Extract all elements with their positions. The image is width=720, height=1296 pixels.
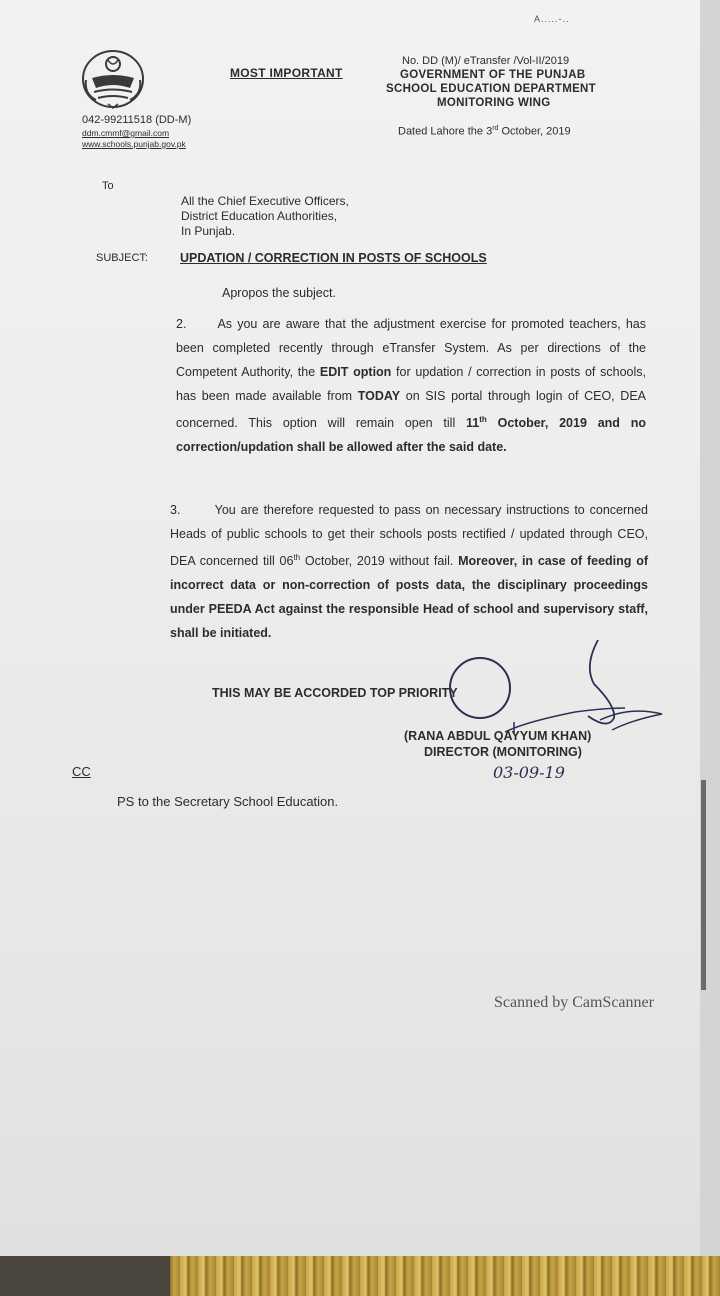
punjab-govt-logo-icon: [78, 46, 148, 112]
paragraph-3: [170, 498, 648, 645]
paragraph-3-sup: th: [293, 553, 301, 562]
wing-name: MONITORING WING: [437, 97, 551, 109]
subject-text: UPDATION / CORRECTION IN POSTS OF SCHOOLS: [180, 251, 487, 265]
phone-number: 042-99211518 (DD-M): [82, 114, 192, 126]
edit-option-text: EDIT option: [319, 365, 392, 379]
most-important-label: MOST IMPORTANT: [230, 66, 343, 80]
signatory-name: (RANA ABDUL QAYYUM KHAN): [404, 729, 592, 743]
government-name: GOVERNMENT OF THE PUNJAB: [400, 69, 586, 81]
top-mark: A.....-..: [534, 14, 570, 24]
priority-line: THIS MAY BE ACCORDED TOP PRIORITY: [212, 686, 458, 700]
camscanner-watermark: Scanned by CamScanner: [494, 994, 654, 1011]
addressee-line-2: District Education Authorities,: [181, 209, 338, 223]
letter-number: No. DD (M)/ eTransfer /Vol-II/2019: [402, 55, 570, 67]
paragraph-3-number: 3.: [170, 503, 181, 517]
cc-recipient: PS to the Secretary School Education.: [117, 794, 339, 809]
email-link[interactable]: ddm.cmmf@gmail.com: [82, 128, 170, 138]
date-rest: October, 2019: [498, 125, 571, 138]
handwritten-date: 03-09-19: [493, 763, 565, 782]
to-label: To: [102, 180, 114, 192]
deadline-sup: th: [479, 415, 487, 424]
date-prefix: Dated Lahore the: [398, 125, 487, 138]
paragraph-3-text-b: October, 2019 without fail.: [300, 554, 459, 569]
signatory-title: DIRECTOR (MONITORING): [424, 745, 582, 759]
paragraph-2-text-b: for updation / correction in posts of schools, has been made available from: [176, 365, 647, 403]
addressee-line-3: In Punjab.: [181, 224, 236, 238]
paragraph-3-warning: Moreover, in case of feeding of incorrect data or non-correction of posts data, the disciplinary proceedings under PEEDA Act against the responsible Head of school and supervisory staff, shall be initiated.: [170, 554, 649, 641]
deadline-day: 11: [466, 416, 480, 431]
paragraph-2-text-a: As you are aware that the adjustment exercise for promoted teachers, has been completed recently through eTransfer System. As per directions of the Competent Authority, the: [176, 317, 646, 379]
addressee-line-1: All the Chief Executive Officers,: [181, 194, 349, 208]
date-day: 3: [486, 125, 493, 138]
paragraph-2-number: 2.: [176, 317, 187, 331]
table-shadow: [0, 1256, 170, 1296]
page-shadow: [701, 780, 706, 990]
paragraph-2: [176, 312, 646, 459]
date-sup: rd: [492, 125, 499, 132]
paragraph-2-text-d: October, 2019 and no correction/updation shall be allowed after the said date.: [176, 416, 646, 455]
opening-line: Apropos the subject.: [222, 286, 336, 300]
website-link[interactable]: www.schools.punjab.gov.pk: [82, 139, 186, 149]
department-name: SCHOOL EDUCATION DEPARTMENT: [386, 83, 596, 95]
paragraph-2-text-c: on SIS portal through login of CEO, DEA concerned. This option will remain open till: [176, 389, 646, 431]
paragraph-3-text-a: You are therefore requested to pass on necessary instructions to concerned Heads of public schools to get their schools posts rectified / updated through CEO, DEA concerned till 06: [170, 503, 648, 569]
subject-label: SUBJECT:: [96, 252, 148, 264]
cc-label: CC: [72, 764, 91, 779]
page-edge: [700, 0, 720, 1262]
date-line: [398, 125, 571, 138]
today-text: TODAY: [357, 389, 401, 403]
